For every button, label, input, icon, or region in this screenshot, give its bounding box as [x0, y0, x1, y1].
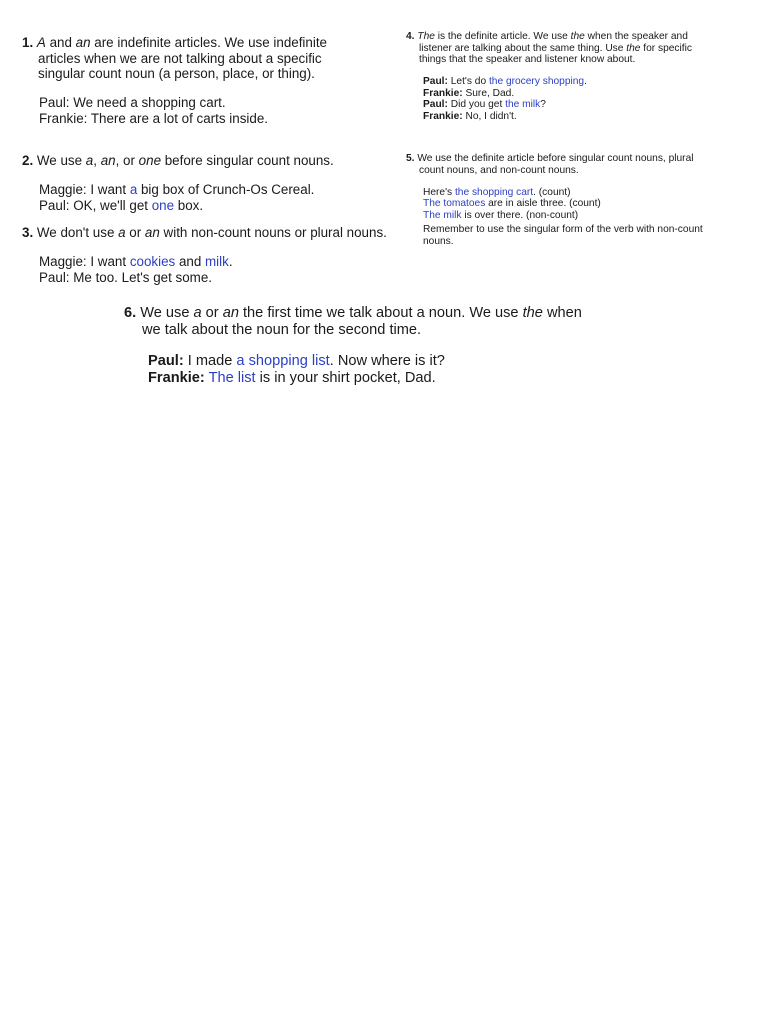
example-dialogue — [406, 76, 716, 122]
rule-text-part: when the speaker and listener are talking about the same thing. Use — [419, 31, 688, 54]
rule-number: 4. — [406, 31, 415, 43]
highlighted-word: a — [129, 182, 138, 198]
highlighted-word: The milk — [423, 209, 462, 221]
speaker-name: Frankie: — [423, 110, 463, 122]
example-text: No, I didn't. — [462, 110, 517, 122]
article-a: a — [118, 225, 126, 241]
example-text: . Now where is it? — [329, 353, 445, 370]
highlighted-word: The list — [208, 370, 256, 387]
article-an: an — [222, 304, 239, 321]
rule-section-4 — [406, 21, 716, 123]
example-text: . (count) — [533, 186, 571, 198]
example-line — [39, 198, 402, 214]
article-the: the — [626, 42, 641, 54]
example-text: Paul: OK, we'll get — [39, 197, 152, 213]
example-line — [148, 353, 584, 370]
article-an: an — [144, 225, 160, 241]
speaker-name: Frankie: — [148, 370, 205, 387]
note-text: Remember to use the singular form of the verb with non-count nouns. — [423, 224, 703, 247]
rule-text-part: We use the definite article before singular count nouns, plural count nouns, and non-count nouns. — [414, 153, 694, 176]
example-text: are in aisle three. (count) — [485, 198, 601, 210]
example-text: Maggie: I want — [39, 254, 130, 270]
example-line — [423, 88, 716, 100]
example-text: Let's do — [447, 76, 489, 88]
rule-text-part: We use — [136, 304, 194, 321]
example-text: and — [175, 254, 206, 270]
example-dialogue — [22, 254, 402, 285]
rule-text-part: or — [201, 304, 223, 321]
example-line — [39, 254, 402, 270]
article-one: one — [138, 153, 162, 169]
rule-number: 3. — [22, 225, 34, 241]
example-text: is in your shirt pocket, Dad. — [255, 370, 436, 387]
speaker-name: Paul: — [423, 99, 448, 111]
rule-text-part: for specific things that the speaker and listener know about. — [419, 42, 692, 66]
article-an: an — [100, 153, 116, 169]
speaker-name: Paul: — [148, 353, 184, 370]
example-line — [423, 111, 716, 123]
highlighted-word: The tomatoes — [423, 198, 486, 210]
example-line: Frankie: There are a lot of carts inside. — [39, 110, 268, 126]
highlighted-word: a shopping list — [236, 353, 330, 370]
rule-text-part: or — [125, 225, 145, 241]
rule-text-part: We use — [33, 153, 86, 169]
article-the: the — [522, 304, 543, 321]
example-line: Paul: We need a shopping cart. — [39, 95, 226, 111]
rule-section-2 — [22, 140, 402, 213]
note — [406, 224, 721, 247]
rule-text — [124, 305, 584, 339]
article-a: a — [85, 153, 94, 169]
example-line — [39, 182, 402, 198]
example-text: I made — [183, 353, 237, 370]
rule-section-3 — [22, 212, 402, 285]
highlighted-word: the milk — [505, 99, 541, 111]
article-the: the — [570, 31, 585, 43]
rule-number: 6. — [124, 304, 137, 321]
article-an: an — [75, 35, 91, 51]
example-text: is over there. (non-count) — [461, 209, 579, 221]
rule-text-part: are indefinite articles. We use indefinite articles when we are not talking about a specific singular count noun (a person, place, or thing). — [38, 35, 327, 82]
rule-number: 5. — [406, 153, 415, 165]
example-text: . — [228, 254, 233, 270]
example-text: Did you get — [447, 99, 506, 111]
example-text: box. — [174, 197, 204, 213]
example-line — [423, 99, 716, 111]
rule-text-part: is the definite article. We use — [434, 31, 571, 43]
highlighted-word: one — [151, 197, 175, 213]
example-list — [406, 187, 721, 222]
example-line — [423, 76, 716, 88]
rule-text-part: with non-count nouns or plural nouns. — [159, 225, 387, 241]
rule-text — [22, 35, 372, 82]
rule-text-part: before singular count nouns. — [161, 153, 334, 169]
rule-text — [22, 225, 402, 241]
highlighted-word: cookies — [129, 254, 176, 270]
highlighted-word: the grocery shopping — [488, 76, 585, 88]
rule-text — [406, 31, 716, 66]
example-dialogue — [22, 182, 402, 213]
rule-text-part: and — [45, 35, 76, 51]
example-line — [423, 187, 721, 199]
example-line — [423, 198, 721, 210]
rule-text — [22, 153, 402, 169]
article-a: a — [193, 304, 202, 321]
rule-number: 2. — [22, 153, 34, 169]
article-the: The — [417, 31, 435, 43]
example-line — [423, 210, 721, 222]
rule-text-part: We don't use — [33, 225, 119, 241]
example-text: Maggie: I want — [39, 182, 130, 198]
example-text: ? — [540, 99, 546, 111]
rule-text-part: , — [93, 153, 101, 169]
rule-text-part: when we talk about the noun for the second time. — [142, 304, 582, 338]
example-line: Paul: Me too. Let's get some. — [39, 269, 213, 285]
rule-section-6 — [124, 290, 584, 387]
example-dialogue — [22, 95, 372, 126]
example-text: Here's — [423, 186, 455, 198]
example-text: Sure, Dad. — [462, 87, 515, 99]
rule-text-part: , or — [115, 153, 139, 169]
article-a: A — [36, 35, 46, 51]
speaker-name: Frankie: — [423, 87, 463, 99]
example-dialogue — [124, 353, 584, 387]
speaker-name: Paul: — [423, 76, 448, 88]
rule-section-1 — [22, 22, 372, 126]
highlighted-word: milk — [205, 254, 229, 270]
highlighted-word: the shopping cart — [454, 186, 534, 198]
example-text: big box of Crunch-Os Cereal. — [137, 182, 315, 198]
rule-number: 1. — [22, 35, 34, 51]
example-text: . — [584, 76, 587, 88]
example-line — [148, 370, 584, 387]
rule-text — [406, 153, 721, 176]
rule-text-part: the first time we talk about a noun. We use — [238, 304, 523, 321]
rule-section-5 — [406, 143, 721, 248]
